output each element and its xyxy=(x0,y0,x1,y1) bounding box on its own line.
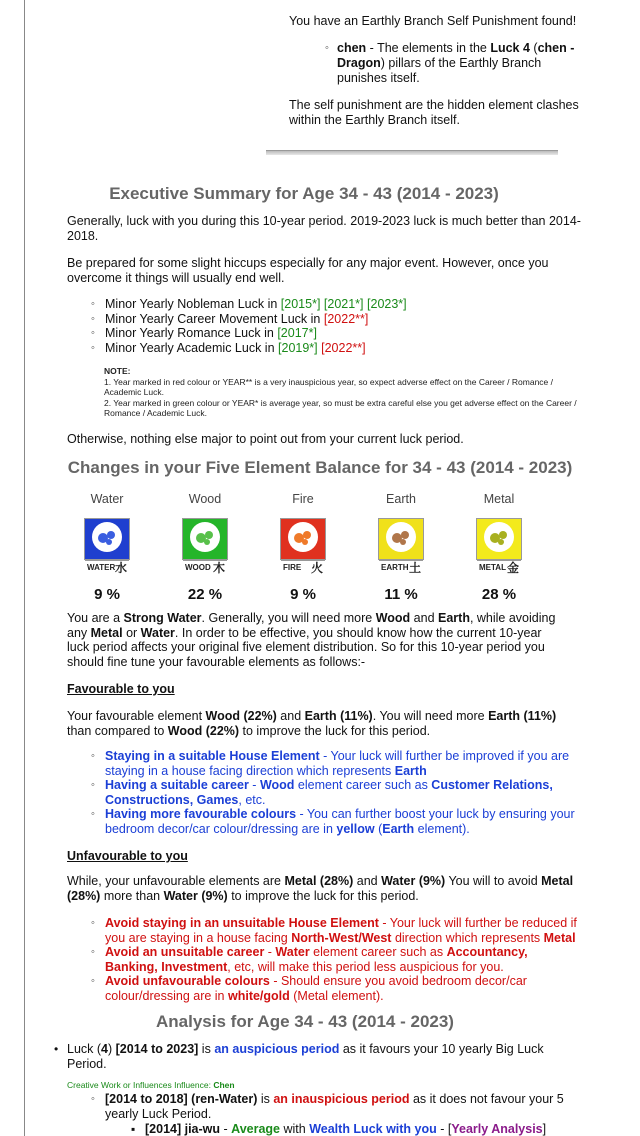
note-title: NOTE: xyxy=(104,366,131,376)
text: You are a xyxy=(67,611,124,625)
note-box xyxy=(104,366,584,419)
element: Metal xyxy=(543,930,576,945)
yearly-item-2014 xyxy=(145,1122,585,1136)
minor-luck-item xyxy=(91,312,571,327)
earth-icon xyxy=(378,518,424,575)
strong-water-paragraph xyxy=(67,611,567,669)
text: ) xyxy=(108,1042,116,1056)
text: , etc, will make this period less auspicious for you. xyxy=(227,959,504,974)
minor-luck-year: [2022**] xyxy=(321,340,366,355)
unfavourable-item xyxy=(91,974,581,1003)
text: is xyxy=(257,1092,274,1106)
text: element career such as xyxy=(309,945,447,959)
element-name: Wood xyxy=(188,492,222,506)
fire-icon xyxy=(280,518,326,575)
element: Earth (11%) xyxy=(304,709,373,723)
text: element career such as xyxy=(294,778,432,792)
unfavourable-item xyxy=(91,916,581,945)
unfavourable-heading: Unfavourable to you xyxy=(67,849,188,863)
element-balance-heading: Changes in your Five Element Balance for 34 - 43 (2014 - 2023) xyxy=(67,458,573,477)
analysis-luck-line xyxy=(67,1042,557,1071)
wood-icon xyxy=(182,518,228,575)
element: Earth xyxy=(382,821,415,836)
analysis-heading: Analysis for Age 34 - 43 (2014 - 2023) xyxy=(156,1012,454,1031)
element-glyph-icon xyxy=(190,522,220,552)
element: Earth (11%) xyxy=(488,709,557,723)
element-water xyxy=(58,492,156,603)
element-glyph-icon xyxy=(484,522,514,552)
element-percentage: 22 % xyxy=(187,586,223,603)
element-label: FIRE xyxy=(281,560,325,575)
element: Water xyxy=(140,625,175,640)
executive-summary-heading: Executive Summary for Age 34 - 43 (2014 - 2023) xyxy=(109,184,499,203)
minor-luck-year: [2015*] xyxy=(280,297,321,311)
element-label: WATER xyxy=(85,560,129,575)
element-percentage: 9 % xyxy=(94,586,120,603)
text: . You will need more xyxy=(372,709,489,723)
exec-paragraph-1: Generally, luck with you during this 10-year period. 2019-2023 luck is much better than 2014-2018. xyxy=(67,214,581,243)
yearly-analysis-link[interactable]: Yearly Analysis xyxy=(451,1122,543,1136)
text: - Your luck will further be improved if you are staying in a house facing direction which represents xyxy=(105,749,570,778)
branch-animal: chen - Dragon xyxy=(337,41,575,70)
favourable-heading: Favourable to you xyxy=(67,682,175,696)
element-character: 水 xyxy=(114,561,127,575)
element: Wood xyxy=(375,611,411,625)
period: [2014 to 2018] (ren-Water) xyxy=(105,1092,258,1106)
minor-luck-label: Minor Yearly Nobleman Luck in xyxy=(105,297,281,311)
element-label: WOOD xyxy=(183,560,227,575)
careers: Customer Relations, Constructions, Games xyxy=(105,778,553,807)
text: (Metal element). xyxy=(289,988,384,1003)
text: ( xyxy=(374,821,383,836)
favourable-paragraph xyxy=(67,709,567,738)
text: or xyxy=(122,625,141,640)
text: ] xyxy=(542,1122,547,1136)
colour: white/gold xyxy=(227,988,290,1003)
minor-luck-year: [2021*] xyxy=(323,297,364,311)
element: Metal (28%) xyxy=(67,874,574,903)
text: more than xyxy=(100,888,164,903)
text: to improve the luck for this period. xyxy=(239,723,431,738)
item-bold: Avoid staying in an unsuitable House Element xyxy=(105,916,379,930)
text: - xyxy=(220,1122,232,1136)
element-name: Metal xyxy=(483,492,515,506)
analysis-sublist xyxy=(91,1092,571,1121)
text: You will to avoid xyxy=(445,874,542,888)
element-name: Earth xyxy=(386,492,416,506)
element-fire xyxy=(254,492,352,603)
year-rating: Average xyxy=(231,1122,281,1136)
text: is xyxy=(198,1042,215,1056)
minor-luck-year: [2022**] xyxy=(323,311,369,326)
text: element). xyxy=(414,821,470,836)
minor-luck-label: Minor Yearly Romance Luck in xyxy=(105,326,278,340)
text: Luck ( xyxy=(67,1042,102,1056)
exec-paragraph-2: Be prepared for some slight hiccups especially for any major event. However, once you overcome it things will usually end well. xyxy=(67,256,549,285)
element-glyph-icon xyxy=(288,522,318,552)
element: Earth xyxy=(438,611,470,625)
item-text: - The elements in the xyxy=(366,41,491,55)
element-name: Water xyxy=(90,492,124,506)
note-1: 1. Year marked in red colour or YEAR** is a very inauspicious year, so expect adverse effect on the Career / Romance / Academic Luck. xyxy=(104,376,554,397)
element-percentage: 28 % xyxy=(481,586,517,603)
element-percentage: 9 % xyxy=(290,586,316,603)
item-bold: Having a suitable career xyxy=(105,778,249,792)
text: While, your unfavourable elements are xyxy=(67,874,285,888)
element: Wood xyxy=(259,778,295,792)
element-emblem xyxy=(484,522,514,552)
minor-luck-label: Minor Yearly Academic Luck in xyxy=(105,340,279,355)
element-metal xyxy=(450,492,548,603)
element-label: EARTH xyxy=(379,560,423,575)
element-emblem xyxy=(386,522,416,552)
text: and xyxy=(410,611,438,625)
text: as it does not favour your 5 yearly Luck Period. xyxy=(105,1092,564,1121)
favourable-item xyxy=(91,778,581,807)
item-bold: Avoid unfavourable colours xyxy=(105,974,270,988)
element-character: 木 xyxy=(212,561,225,575)
minor-luck-item xyxy=(91,297,571,312)
element-emblem xyxy=(92,522,122,552)
text: , while avoiding any xyxy=(67,611,556,640)
self-punishment-box xyxy=(289,14,579,128)
branch-name: chen xyxy=(337,41,367,55)
element: Water (9%) xyxy=(381,874,446,888)
element-character: 金 xyxy=(506,561,519,575)
page-left-border xyxy=(24,0,25,1136)
self-punishment-found: You have an Earthly Branch Self Punishment found! xyxy=(289,14,577,28)
item-text: ) pillars of the Earthly Branch punishes itself. xyxy=(337,56,542,85)
element-emblem xyxy=(190,522,220,552)
element-glyph-icon xyxy=(92,522,122,552)
element: Wood (22%) xyxy=(205,709,277,723)
text: with xyxy=(280,1122,310,1136)
element-glyph-icon xyxy=(386,522,416,552)
text: . In order to be effective, you should know how the current 10-year luck period affects your original five element distribution. So for this 10-year period you should fine tune your favourable elements as follows:- xyxy=(67,625,545,669)
exec-otherwise: Otherwise, nothing else major to point out from your current luck period. xyxy=(67,432,464,446)
luck-range: [2014 to 2023] xyxy=(115,1042,199,1056)
text: - Should ensure you avoid bedroom decor/car colour/dressing are in xyxy=(105,974,527,1003)
self-punishment-explain: The self punishment are the hidden element clashes within the Earthly Branch itself. xyxy=(289,98,579,127)
element: Wood (22%) xyxy=(167,723,240,738)
element-character: 土 xyxy=(408,561,421,575)
favourable-list xyxy=(91,749,581,836)
item-bold: Staying in a suitable House Element xyxy=(105,749,320,763)
item-bold: Having more favourable colours xyxy=(105,807,297,821)
text: - [ xyxy=(436,1122,452,1136)
element-name: Fire xyxy=(292,492,314,506)
minor-luck-item xyxy=(91,326,571,341)
text: - You can further boost your luck by ensuring your bedroom decor/car colour/dressing are in xyxy=(105,807,575,836)
self-punishment-item xyxy=(325,41,579,86)
element: Water (9%) xyxy=(163,888,228,903)
element-label: METAL xyxy=(477,560,521,575)
element: Metal xyxy=(90,625,123,640)
text: . Generally, you will need more xyxy=(201,611,376,625)
element: Earth xyxy=(394,763,427,778)
water-icon xyxy=(84,518,130,575)
element-percentage: 11 % xyxy=(384,586,418,603)
day-master: Strong Water xyxy=(123,611,202,625)
item-text: ( xyxy=(529,41,538,55)
careers: Accountancy, Banking, Investment xyxy=(105,945,528,974)
wealth-luck: Wealth Luck with you xyxy=(309,1122,437,1136)
analysis-period-item xyxy=(91,1092,571,1121)
text: - xyxy=(248,778,260,792)
favourable-item xyxy=(91,807,581,836)
luck-number: 4 xyxy=(101,1042,108,1056)
minor-luck-year: [2023*] xyxy=(367,297,407,311)
element-character: 火 xyxy=(310,561,323,575)
unfavourable-item xyxy=(91,945,581,974)
minor-luck-year: [2017*] xyxy=(277,326,317,340)
element-wood xyxy=(156,492,254,603)
colour: yellow xyxy=(336,821,375,836)
section-divider xyxy=(266,150,558,155)
text: - xyxy=(264,945,276,959)
text: - Your luck will further be reduced if you are staying in a house facing xyxy=(105,916,577,945)
text: Your favourable element xyxy=(67,709,206,723)
influence-value: Chen xyxy=(213,1080,235,1090)
element: Water xyxy=(275,945,310,959)
text: and xyxy=(353,874,382,888)
unfavourable-paragraph xyxy=(67,874,577,903)
text: than compared to xyxy=(67,723,168,738)
text: direction which represents xyxy=(391,930,544,945)
minor-luck-list xyxy=(91,297,571,355)
metal-icon xyxy=(476,518,522,575)
unfavourable-list xyxy=(91,916,581,1003)
element-earth xyxy=(352,492,450,603)
text: to improve the luck for this period. xyxy=(227,888,419,903)
favourable-item xyxy=(91,749,581,778)
minor-luck-label: Minor Yearly Career Movement Luck in xyxy=(105,311,324,326)
item-bold: Avoid an unsuitable career xyxy=(105,945,265,959)
minor-luck-item xyxy=(91,341,571,356)
element: Metal (28%) xyxy=(284,874,354,888)
year-pillar: [2014] jia-wu xyxy=(145,1122,221,1136)
direction: North-West/West xyxy=(291,930,392,945)
auspicious-label: an auspicious period xyxy=(214,1042,340,1056)
text: as it favours your 10 yearly Big Luck Period. xyxy=(67,1042,544,1071)
inauspicious-label: an inauspicious period xyxy=(273,1092,410,1106)
note-2: 2. Year marked in green colour or YEAR* is average year, so must be extra careful else you get adverse effect on the Career / Romance / Academic Luck. xyxy=(104,397,577,418)
influence-label: Creative Work or Influences Influence: xyxy=(67,1080,214,1090)
luck-pillar: Luck 4 xyxy=(490,41,530,55)
element-tiles xyxy=(58,492,548,603)
text: and xyxy=(276,709,305,723)
influence-line xyxy=(67,1080,235,1090)
minor-luck-year: [2019*] xyxy=(278,340,318,355)
element-emblem xyxy=(288,522,318,552)
text: , etc. xyxy=(238,792,266,807)
